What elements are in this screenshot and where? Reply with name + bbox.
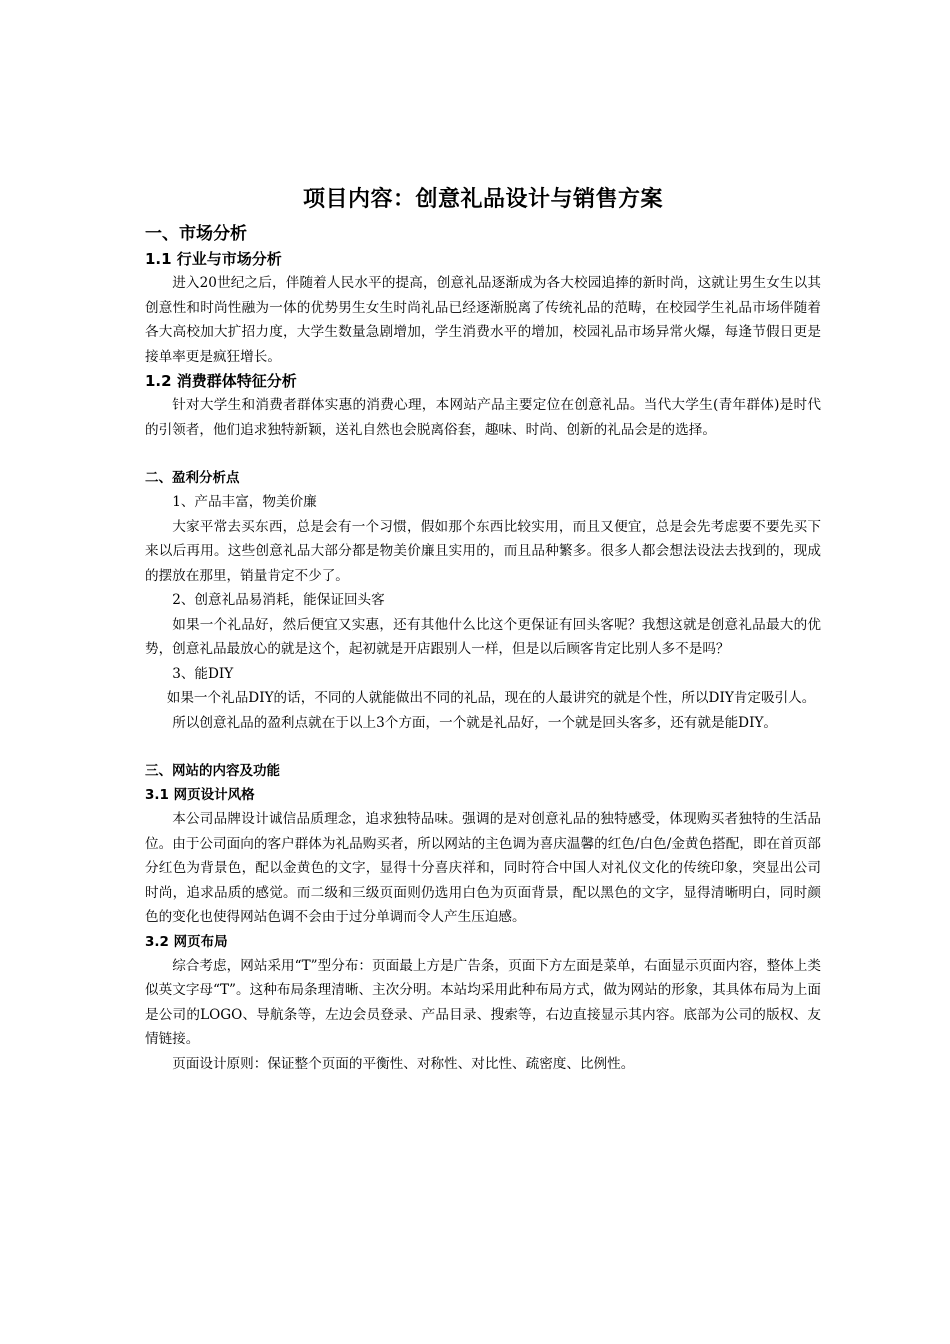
paragraph-profit-3: 如果一个礼品DIY的话，不同的人就能做出不同的礼品，现在的人最讲究的就是个性，所以DIY肯定吸引人。	[166, 690, 816, 706]
paragraph-design-principles: 页面设计原则：保证整个页面的平衡性、对称性、对比性、疏密度、比例性。	[172, 1055, 635, 1072]
list-item-profit-3: 3、能DIY	[172, 665, 234, 682]
paragraph-layout: 综合考虑，网站采用“T”型分布：页面最上方是广告条，页面下方左面是菜单，右面显示页面内容，整体上类似英文字母“T”。这种布局条理清晰、主次分明。本站均采用此种布局方式，做为网站的形象，其具体布局为上面是公司的LOGO、导航条等，左边会员登录、产品目录、搜索等，右边直接显示其内容。底部为公司的版权、友情链接。	[145, 957, 821, 1047]
subsection-heading-layout: 3.2 网页布局	[145, 933, 228, 950]
paragraph-profit-2: 如果一个礼品好，然后便宜又实惠，还有其他什么比这个更保证有回头客呢？我想这就是创意礼品最大的优势，创意礼品最放心的就是这个，起初就是开店跟别人一样，但是以后顾客肯定比别人多不是吗？	[145, 616, 821, 657]
list-item-profit-2: 2、创意礼品易消耗，能保证回头客	[172, 592, 385, 608]
section-heading-profit: 二、盈利分析点	[145, 470, 240, 486]
spacer	[145, 735, 821, 759]
paragraph-profit-1: 大家平常去买东西，总是会有一个习惯，假如那个东西比较实用，而且又便宜，总是会先考虑要不要先买下来以后再用。这些创意礼品大部分都是物美价廉且实用的，而且品种繁多。很多人都会想法设法去找到的，现成的摆放在那里，销量肯定不少了。	[145, 518, 821, 584]
section-heading-market-analysis: 一、市场分析	[145, 224, 247, 244]
subsection-heading-consumers: 1.2 消费群体特征分析	[145, 372, 297, 390]
paragraph-profit-summary: 所以创意礼品的盈利点就在于以上3个方面，一个就是礼品好，一个就是回头客多，还有就是能DIY。	[172, 714, 778, 731]
section-heading-website: 三、网站的内容及功能	[145, 763, 280, 779]
document-page	[145, 183, 821, 1076]
subsection-heading-industry: 1.1 行业与市场分析	[145, 250, 282, 268]
document-title: 项目内容：创意礼品设计与销售方案	[302, 187, 663, 212]
paragraph-style: 本公司品牌设计诚信品质理念，追求独特品味。强调的是对创意礼品的独特感受，体现购买者独特的生活品位。由于公司面向的客户群体为礼品购买者，所以网站的主色调为喜庆温馨的红色/白色/金黄色搭配，即在首页部分红色为背景色，配以金黄色的文字，显得十分喜庆祥和，同时符合中国人对礼仪文化的传统印象，突显出公司时尚，追求品质的感觉。而二级和三级页面则仍选用白色为页面背景，配以黑色的文字，显得清晰明白，同时颜色的变化也使得网站色调不会由于过分单调而令人产生压迫感。	[145, 811, 821, 925]
paragraph-industry: 进入20世纪之后，伴随着人民水平的提高，创意礼品逐渐成为各大校园追捧的新时尚，这就让男生女生以其创意性和时尚性融为一体的优势男生女生时尚礼品已经逐渐脱离了传统礼品的范畴，在校园学生礼品市场伴随着各大高校加大扩招力度，大学生数量急剧增加，学生消费水平的增加，校园礼品市场异常火爆，每逢节假日更是接单率更是疯狂增长。	[145, 275, 821, 365]
paragraph-consumers: 针对大学生和消费者群体实惠的消费心理，本网站产品主要定位在创意礼品。当代大学生(青年群体)是时代的引领者，他们追求独特新颖，送礼自然也会脱离俗套，趣味、时尚、创新的礼品会是的选择。	[145, 397, 821, 438]
list-item-profit-1: 1、产品丰富，物美价廉	[172, 494, 317, 510]
subsection-heading-style: 3.1 网页设计风格	[145, 787, 255, 803]
spacer	[145, 442, 821, 466]
